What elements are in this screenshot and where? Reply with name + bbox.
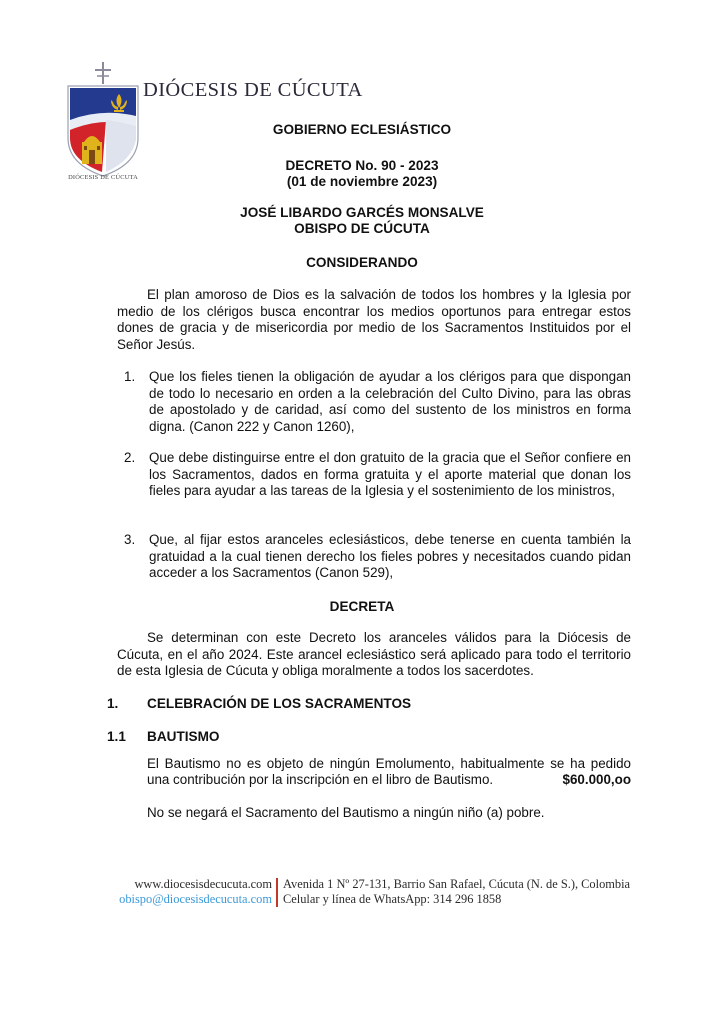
considerando-heading: CONSIDERANDO xyxy=(306,255,418,270)
seal-text: DIÓCESIS DE CÚCUTA xyxy=(68,174,138,181)
footer-email[interactable]: obispo@diocesisdecucuta.com xyxy=(119,892,272,906)
footer-website[interactable]: www.diocesisdecucuta.com xyxy=(134,877,272,891)
decreta-heading: DECRETA xyxy=(329,599,395,614)
consideration-item xyxy=(124,369,631,435)
baptism-line-1: El Bautismo no es objeto de ningún Emolumento, habitualmente se ha pedido xyxy=(147,756,631,771)
consideration-number: 2. xyxy=(124,450,136,465)
baptism-price: $60.000,oo xyxy=(562,772,631,787)
consideration-text: Que los fieles tienen la obligación de ayudar a los clérigos para que dispongan de todo lo necesario en orden a la celebración del Culto Divino, para las obras de apostolado y de caridad, así como del sustento de los ministros en forma digna. (Canon 222 y Canon 1260), xyxy=(149,369,631,434)
decreta-paragraph: Se determinan con este Decreto los aranceles válidos para la Diócesis de Cúcuta, en el año 2024. Este arancel eclesiástico será aplicado para todo el territorio de esta Iglesia de Cúcuta y obliga moralmente a todos los sacerdotes. xyxy=(117,630,631,678)
section-number: 1. xyxy=(107,696,119,711)
decree-number: DECRETO No. 90 - 2023 xyxy=(285,158,439,173)
consideration-text: Que debe distinguirse entre el don gratuito de la gracia que el Señor confiere en los Sacramentos, dados en forma gratuita y el aporte material que donan los fieles para ayudar a las tareas de la Iglesia y el sostenimiento de los ministros, xyxy=(149,450,631,498)
consideration-number: 1. xyxy=(124,369,136,384)
footer-address: Avenida 1 Nº 27-131, Barrio San Rafael, Cúcuta (N. de S.), Colombia xyxy=(283,877,631,891)
government-title: GOBIERNO ECLESIÁSTICO xyxy=(272,122,452,137)
decree-date: (01 de noviembre 2023) xyxy=(286,174,438,189)
bishop-name: JOSÉ LIBARDO GARCÉS MONSALVE xyxy=(240,205,484,220)
consideration-text: Que, al fijar estos aranceles eclesiásticos, debe tenerse en cuenta también la gratuidad a la cual tienen derecho los fieles pobres y necesitados cuando pidan acceder a los Sacramentos (Canon 529), xyxy=(149,532,631,580)
baptism-note: No se negará el Sacramento del Bautismo a ningún niño (a) pobre. xyxy=(147,805,545,820)
bishop-title: OBISPO DE CÚCUTA xyxy=(294,221,430,236)
consideration-number: 3. xyxy=(124,532,136,547)
consideration-item xyxy=(124,532,631,582)
footer-phone: Celular y línea de WhatsApp: 314 296 1858 xyxy=(283,892,502,906)
baptism-line-2: una contribución por la inscripción en el libro de Bautismo. xyxy=(147,772,494,787)
consideration-item xyxy=(124,450,631,500)
section-title: CELEBRACIÓN DE LOS SACRAMENTOS xyxy=(147,696,412,711)
footer-divider xyxy=(276,878,278,907)
subsection-title: BAUTISMO xyxy=(147,729,220,744)
diocese-name: DIÓCESIS DE CÚCUTA xyxy=(143,79,363,101)
subsection-number: 1.1 xyxy=(107,729,126,744)
intro-paragraph: El plan amoroso de Dios es la salvación de todos los hombres y la Iglesia por medio de los clérigos busca encontrar los medios oportunos para entregar estos dones de gracia y de misericordia por medio de los Sacramentos Instituidos por el Señor Jesús. xyxy=(117,287,631,352)
